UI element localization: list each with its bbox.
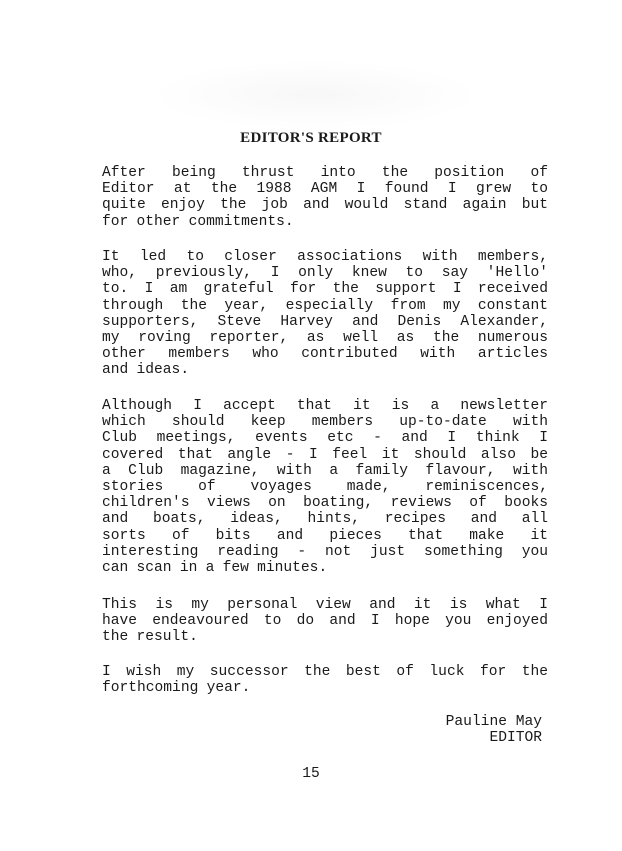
paragraph-line: to. I am grateful for the support I received [102, 281, 548, 298]
paragraph-line: Club meetings, events etc - and I think I [102, 430, 548, 447]
faint-bleedthrough [150, 60, 480, 130]
page-title: EDITOR'S REPORT [240, 130, 382, 146]
paragraph-line: through the year, especially from my constant [102, 297, 548, 314]
paragraph-line: supporters, Steve Harvey and Denis Alexander, [102, 313, 548, 330]
paragraph-line: It led to closer associations with members, [102, 249, 548, 265]
paragraph-line: which should keep members up-to-date with [102, 414, 548, 431]
paragraph-line: and ideas. [102, 362, 190, 379]
signoff-block [446, 714, 542, 746]
paragraph-line: for other commitments. [102, 213, 294, 230]
signature-name: Pauline May [445, 714, 542, 730]
paragraph-line: After being thrust into the position of [102, 165, 548, 181]
paragraph-line: Editor at the 1988 AGM I found I grew to [102, 181, 548, 198]
paragraph-line: covered that angle - I feel it should also be [102, 446, 548, 463]
paragraph-line: This is my personal view and it is what I [102, 597, 548, 613]
signature-role: EDITOR [489, 730, 542, 747]
paragraph-line: who, previously, I only knew to say 'Hello' [102, 265, 548, 282]
paragraph-line: my roving reporter, as well as the numerous [102, 330, 548, 347]
paragraph-line: stories of voyages made, reminiscences, [102, 479, 548, 496]
paragraph-line: can scan in a few minutes. [102, 560, 328, 577]
paragraph-line: Although I accept that it is a newsletter [102, 398, 548, 414]
paragraph-5 [102, 664, 548, 696]
paragraph-2 [102, 249, 548, 379]
page-number: 15 [302, 766, 320, 782]
paragraph-line: quite enjoy the job and would stand again but [102, 197, 548, 214]
paragraph-line: I wish my successor the best of luck for the [102, 664, 548, 680]
paragraph-1 [102, 165, 548, 230]
paragraph-line: other members who contributed with articles [102, 346, 548, 363]
paragraph-line: children's views on boating, reviews of books [102, 495, 548, 512]
paragraph-3 [102, 398, 548, 576]
paragraph-line: interesting reading - not just something you [102, 543, 548, 560]
paragraph-line: have endeavoured to do and I hope you enjoyed [102, 613, 548, 630]
paragraph-line: a Club magazine, with a family flavour, with [102, 462, 548, 479]
paragraph-4 [102, 597, 548, 646]
paragraph-line: the result. [102, 629, 198, 646]
paragraph-line: and boats, ideas, hints, recipes and all [102, 511, 548, 528]
paragraph-line: sorts of bits and pieces that make it [102, 527, 548, 544]
paragraph-line: forthcoming year. [102, 680, 251, 697]
